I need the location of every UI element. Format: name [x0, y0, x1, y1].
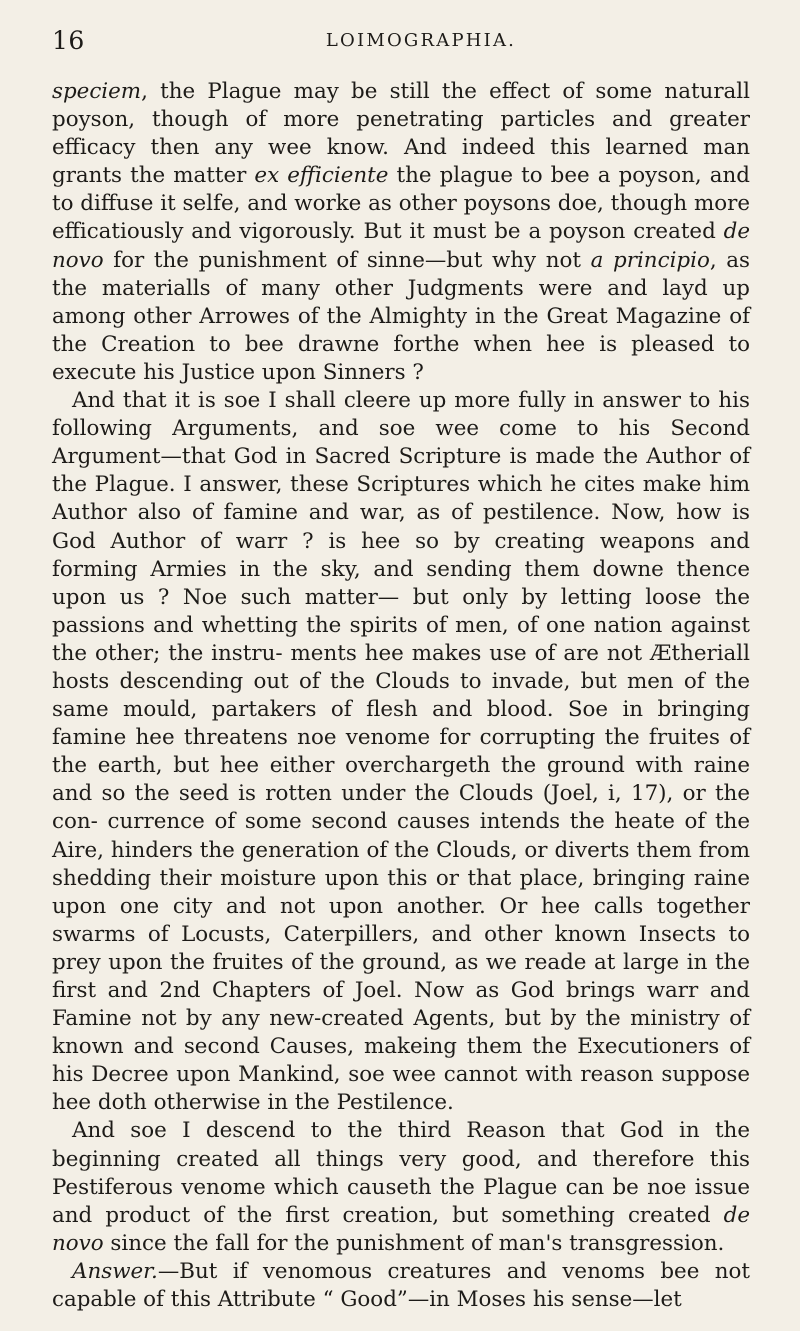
text-run: since the fall for the punishment of man's transgression. [103, 1230, 725, 1256]
italic-text: speciem [52, 79, 142, 104]
page-number: 16 [52, 26, 85, 55]
text-run: And that it is soe I shall cleere up more fully in answer to his following Arguments, and soe wee come to his Second Argument—that God in Sacred Scripture is made the Author of the Plague. I answer, these Scriptures which he cites make him Author also of famine and war, as of pestilence. Now, how is God Author of warr ? is hee so by creating weapons and forming Armies in the sky, and sending them downe thence upon us ? Noe such matter— but only by letting loose the passions and whetting the spirits of men, of one nation against the other; the instru- ments hee makes use of are not Ætheriall hosts descending out of the Clouds to invade, but men of the same mould, partakers of flesh and blood. Soe in bringing famine hee threatens noe venome for corrupting the fruites of the earth, but hee either overchargeth the ground with raine and so the seed is rotten under the Clouds (Joel, i, 17), or the con- currence of some second causes intends the heate of the Aire, hinders the generation of the Clouds, or diverts them from shedding their moisture upon this or that place, bringing raine upon one city and not upon another. Or hee calls together swarms of Locusts, Caterpillers, and other known Insects to prey upon the fruites of the ground, as we reade at large in the first and 2nd Chapters of Joel. Now as God brings warr and Famine not by any new-created Agents, but by the ministry of known and second Causes, makeing them the Executioners of his Decree upon Mankind, soe wee cannot with reason suppose hee doth otherwise in the Pestilence. [52, 388, 750, 1116]
italic-text: de novo [52, 219, 750, 273]
italic-text: Answer. [72, 1258, 158, 1284]
text-run: for the punishment of sinne—but why not [103, 247, 591, 273]
italic-text: a principio [590, 247, 710, 273]
running-head [52, 26, 750, 62]
paragraph [52, 78, 750, 387]
text-run: —But if venomous creatures and venoms bee not capable of this Attribute “ Good”—in Moses his sense—let [52, 1258, 750, 1313]
italic-text: ex efficiente [254, 163, 389, 189]
italic-text: de novo [52, 1202, 750, 1256]
text-run: And soe I descend to the third Reason that God in the beginning created all things very good, and therefore this Pestiferous venome which causeth the Plague can be noe issue and product of the first creation, but something created [52, 1118, 750, 1228]
paragraph [52, 387, 750, 1117]
text-run: , as the materialls of many other Judgments were and layd up among other Arrowes of the Almighty in the Great Magazine of the Creation to bee drawne forthe when hee is pleased to execute his Justice upon Sinners ? [52, 247, 750, 385]
text-run: the plague to bee a poyson, and to diffuse it selfe, and worke as other poysons doe, though more efficatiously and vigorously. But it must be a poyson created [52, 163, 750, 245]
text-run: , the Plague may be still the effect of some naturall poyson, though of more penetrating particles and greater efficacy then any wee know. And indeed this learned man grants the matter [52, 79, 750, 189]
running-title: LOIMOGRAPHIA. [325, 30, 517, 51]
body-text [52, 78, 750, 1314]
paragraph [52, 1117, 750, 1257]
paragraph [52, 1258, 750, 1314]
